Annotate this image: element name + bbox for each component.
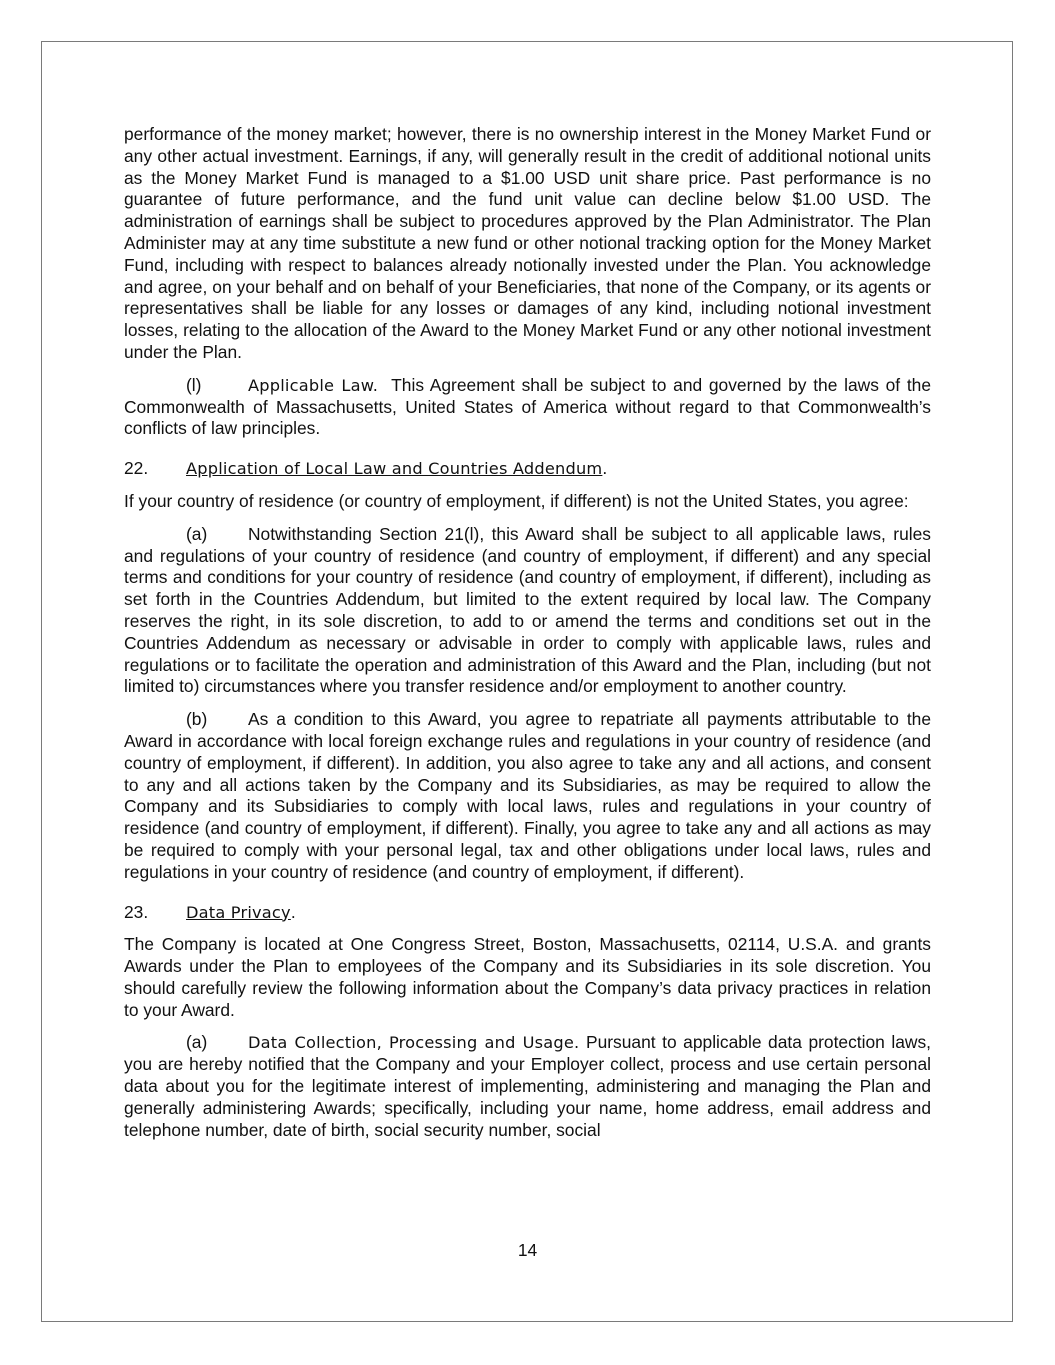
section-22-heading bbox=[124, 458, 931, 480]
subsection-l-text: This Agreement shall be subject to and governed by the laws of the Commonwealth of Massachusetts, United States of America without regard to that Commonwealth’s conflicts of law principles. bbox=[124, 374, 931, 439]
section-22-b-label: (b) bbox=[186, 709, 208, 730]
section-23-title: Data Privacy bbox=[186, 902, 291, 922]
section-22-title: Application of Local Law and Countries Addendum bbox=[186, 459, 603, 479]
section-22-number: 22. bbox=[124, 458, 149, 479]
section-22-intro: If your country of residence (or country of employment, if different) is not the United States, you agree: bbox=[124, 490, 909, 511]
section-23-a-caption: Data Collection, Processing and Usage. bbox=[248, 1033, 580, 1053]
section-22-a-label: (a) bbox=[186, 523, 208, 544]
document-body bbox=[124, 124, 931, 1152]
section-23-title-suffix: . bbox=[290, 901, 296, 922]
section-23-a-text: Pursuant to applicable data protection laws, you are hereby notified that the Company and your Employer collect, process and use certain personal data about you for the legitimate interest of implementing, administering and managing the Plan and generally administering Awards; specifically, including your name, home address, email address and telephone number, date of birth, social security number, social bbox=[124, 1032, 931, 1140]
subsection-l bbox=[124, 375, 931, 440]
section-22-b-text: As a condition to this Award, you agree to repatriate all payments attributable to the Award in accordance with local foreign exchange rules and regulations in your country of residence (and country of employment, if different). In addition, you also agree to take any and all actions, and consent to any and all actions taken by the Company and its Subsidiaries, as may be required to allow the Company and its Subsidiaries to comply with local laws, rules and regulations in your country of residence (and country of employment, if different). Finally, you agree to take any and all actions as may be required to comply with your personal legal, tax and other obligations under local laws, rules and regulations in your country of residence (and country of employment, if different). bbox=[124, 709, 931, 882]
subsection-l-caption: Applicable Law. bbox=[248, 375, 379, 395]
paragraph-money-market: performance of the money market; however, there is no ownership interest in the Money Market Fund or any other actual investment. Earnings, if any, will generally result in the credit of additional notional units as the Money Market Fund is managed to a $1.00 USD unit share price. Past performance is no guarantee of future performance, and the fund unit value can decline below $1.00 USD. The administration of earnings shall be subject to procedures approved by the Plan Administrator. The Plan Administer may at any time substitute a new fund or other notional tracking option for the Money Market Fund, including with respect to balances already notionally invested under the Plan. You acknowledge and agree, on your behalf and on behalf of your Beneficiaries, that none of the Company, or its agents or representatives shall be liable for any losses or damages of any kind, including notional investment losses, relating to the allocation of the Award to the Money Market Fund or any other notional investment under the Plan. bbox=[124, 124, 931, 362]
section-23-subsection-a bbox=[124, 1032, 931, 1141]
page-number: 14 bbox=[517, 1240, 538, 1260]
section-22-subsection-b bbox=[124, 709, 931, 883]
section-22-subsection-a bbox=[124, 524, 931, 698]
section-23-heading bbox=[124, 902, 931, 924]
section-23-a-label: (a) bbox=[186, 1032, 208, 1053]
section-22-a-text: Notwithstanding Section 21(l), this Award shall be subject to all applicable laws, rules and regulations of your country of residence (and country of employment, if different) and any special terms and conditions for your country of residence (and country of employment, if different), including as set forth in the Countries Addendum, but limited to the extent required by local law. The Company reserves the right, in its sole discretion, to add to or amend the terms and conditions set out in the Countries Addendum as necessary or advisable in order to comply with applicable laws, rules and regulations or to facilitate the operation and administration of this Award and the Plan, including (but not limited to) circumstances where you transfer residence and/or employment to another country. bbox=[124, 523, 931, 697]
section-23-number: 23. bbox=[124, 901, 149, 922]
section-22-title-suffix: . bbox=[602, 458, 608, 479]
section-23-intro: The Company is located at One Congress Street, Boston, Massachusetts, 02114, U.S.A. and grants Awards under the Plan to employees of the Company and its Subsidiaries in its sole discretion. You should carefully review the following information about the Company’s data privacy practices in relation to your Award. bbox=[124, 934, 931, 1020]
subsection-l-label: (l) bbox=[186, 374, 202, 395]
